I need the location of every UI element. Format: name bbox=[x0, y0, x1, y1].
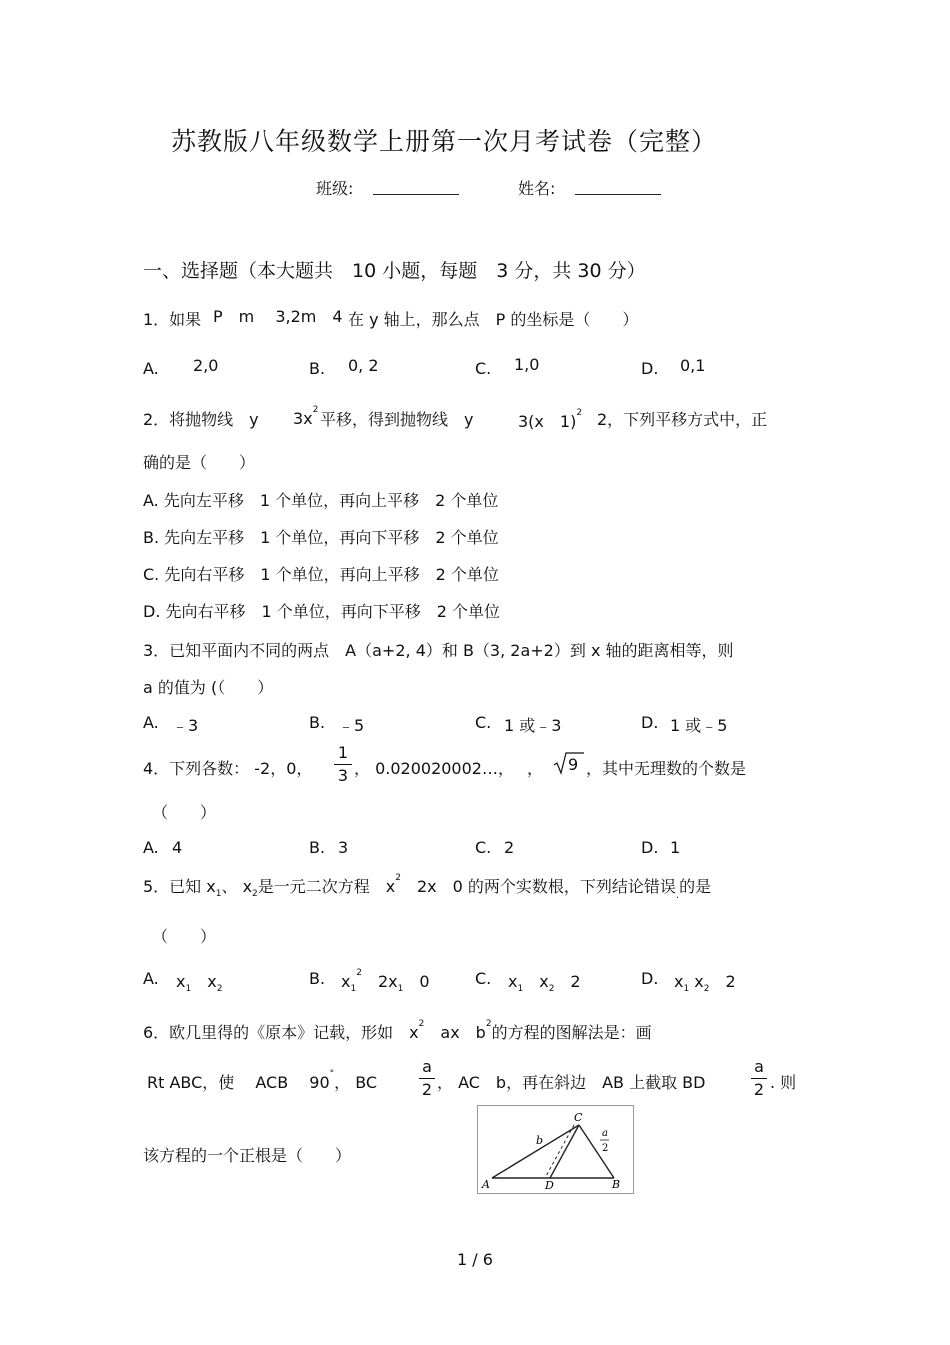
q6-l2-b: ， BC bbox=[334, 1073, 378, 1092]
q4-text-a: 4．下列各数： -2，0， bbox=[143, 759, 313, 778]
q2-expr-1 bbox=[293, 404, 319, 428]
q3-line-1: 3．已知平面内不同的两点 A（a+2, 4）和 B（3, 2a+2）到 x 轴的距离相等，则 bbox=[143, 641, 734, 660]
q5-a-x: x bbox=[176, 972, 186, 991]
q5-b-sub-2: 1 bbox=[397, 984, 404, 995]
q6-l2-a: Rt ABC，使 ACB 90 bbox=[147, 1073, 330, 1092]
q5-b-sup: 2 bbox=[356, 967, 362, 978]
q4-fraction-denominator: 3 bbox=[337, 766, 349, 785]
section-heading: 一、选择题（本大题共 10 小题，每题 3 分，共 30 分） bbox=[143, 260, 646, 282]
segment-dashed bbox=[545, 1125, 574, 1178]
q4-fraction-bar bbox=[334, 764, 352, 765]
q5-c-x: x bbox=[508, 972, 518, 991]
q4-option-c: 2 bbox=[504, 838, 515, 857]
q6-fraction-2-numerator: a bbox=[754, 1057, 764, 1076]
q3-line-2: a 的值为 (（ ） bbox=[143, 678, 274, 697]
q3-option-d-label[interactable]: D. bbox=[641, 713, 659, 732]
q5-c-sub-2: 2 bbox=[548, 984, 555, 995]
q4-text-c: ，其中无理数的个数是 bbox=[586, 759, 747, 778]
q1-option-c-label[interactable]: C. bbox=[475, 359, 492, 378]
q5-sub-1: 1 bbox=[215, 889, 222, 900]
q5-option-c-label[interactable]: C. bbox=[475, 969, 492, 988]
q5-emphasis-dot: . bbox=[675, 890, 680, 901]
q5-a-sub-2: 2 bbox=[216, 984, 223, 995]
q5-b-rest: 2x bbox=[361, 972, 398, 991]
q3-option-b-label[interactable]: B. bbox=[309, 713, 326, 732]
q6-text-c: 的方程的图解法是：画 bbox=[491, 1023, 652, 1042]
q3-option-b: ﹣5 bbox=[338, 716, 365, 735]
page-number: 1 / 6 bbox=[457, 1250, 493, 1269]
q5-text-d: 2x 0 的两个实数根，下列结论错误 bbox=[401, 877, 676, 896]
q6-fraction-1 bbox=[419, 1058, 435, 1099]
q5-sup: 2 bbox=[395, 872, 401, 883]
class-label: 班级: bbox=[316, 179, 354, 198]
q5-d-mid: x bbox=[689, 972, 704, 991]
q4-option-b: 3 bbox=[338, 838, 349, 857]
q4-option-a-label[interactable]: A. bbox=[143, 838, 159, 857]
q5-option-b bbox=[341, 969, 430, 994]
q5-b-end: 0 bbox=[403, 972, 430, 991]
q6-fraction-1-denominator: 2 bbox=[421, 1080, 433, 1099]
q6-degree: ° bbox=[329, 1068, 335, 1079]
q1-option-a-label[interactable]: A. bbox=[143, 359, 159, 378]
q4-line-2: （ ） bbox=[152, 803, 217, 822]
triangle-figure bbox=[477, 1105, 634, 1194]
q3-option-d: 1 或﹣5 bbox=[670, 716, 728, 735]
q6-fraction-2-bar bbox=[751, 1078, 767, 1079]
label-a: a bbox=[602, 1128, 608, 1139]
q5-option-b-label[interactable]: B. bbox=[309, 969, 326, 988]
q2-expr-1-base: 3x bbox=[293, 409, 313, 428]
q1-option-d-label[interactable]: D. bbox=[641, 359, 659, 378]
q5-option-a-label[interactable]: A. bbox=[143, 969, 159, 988]
q5-line-1 bbox=[143, 874, 711, 899]
q2-expr-2 bbox=[518, 409, 582, 432]
q5-line-2: （ ） bbox=[152, 927, 217, 946]
segment-cb bbox=[579, 1125, 614, 1178]
q6-fraction-2-denominator: 2 bbox=[753, 1080, 765, 1099]
q5-d-sub-2: 2 bbox=[703, 984, 710, 995]
q2-text-b: 平移，得到抛物线 y bbox=[320, 410, 474, 429]
q1-option-b: 0, 2 bbox=[348, 356, 379, 375]
q6-sup-1: 2 bbox=[418, 1018, 425, 1029]
q4-option-b-label[interactable]: B. bbox=[309, 838, 326, 857]
q5-b-sub: 1 bbox=[350, 984, 357, 995]
q4-option-c-label[interactable]: C. bbox=[475, 838, 492, 857]
segment-ac bbox=[492, 1125, 579, 1178]
q2-option-d[interactable]: D. 先向右平移 1 个单位，再向下平移 2 个单位 bbox=[143, 602, 501, 621]
page-title: 苏教版八年级数学上册第一次月考试卷（完整） bbox=[171, 127, 718, 156]
q6-line-1 bbox=[143, 1020, 652, 1043]
q4-option-d-label[interactable]: D. bbox=[641, 838, 659, 857]
q5-option-d bbox=[674, 969, 736, 994]
q3-option-c: 1 或﹣3 bbox=[504, 716, 562, 735]
q1-expression: P m 3,2m 4 bbox=[213, 307, 343, 326]
q3-option-a-label[interactable]: A. bbox=[143, 713, 159, 732]
q5-a-sub-1: 1 bbox=[185, 984, 192, 995]
label-point-d: D bbox=[545, 1179, 554, 1192]
q5-c-end: 2 bbox=[554, 972, 581, 991]
class-blank[interactable] bbox=[373, 194, 459, 195]
triangle-diagram bbox=[478, 1106, 633, 1193]
q5-d-x: x bbox=[674, 972, 684, 991]
q6-line-2-b: ， AC b，再在斜边 AB 上截取 BD bbox=[437, 1073, 706, 1092]
q4-option-a: 4 bbox=[172, 838, 183, 857]
q5-c-sub-1: 1 bbox=[517, 984, 524, 995]
q4-option-d: 1 bbox=[670, 838, 681, 857]
q5-d-sub-1: 1 bbox=[683, 984, 690, 995]
name-label: 姓名: bbox=[518, 179, 556, 198]
q4-sqrt-value: 9 bbox=[568, 755, 579, 774]
q6-sup-2: 2 bbox=[485, 1018, 492, 1029]
q1-option-d: 0,1 bbox=[680, 356, 706, 375]
q4-fraction-numerator: 1 bbox=[337, 743, 349, 762]
q1-text-b: 在 y 轴上，那么点 P 的坐标是（ ） bbox=[348, 310, 639, 329]
q5-option-a bbox=[176, 969, 222, 994]
q2-option-c[interactable]: C. 先向右平移 1 个单位，再向上平移 2 个单位 bbox=[143, 565, 499, 584]
q1-option-b-label[interactable]: B. bbox=[309, 359, 326, 378]
q5-text-e: 的是 bbox=[679, 877, 712, 896]
name-blank[interactable] bbox=[575, 194, 661, 195]
q6-fraction-1-bar bbox=[419, 1078, 435, 1079]
label-b: b bbox=[536, 1134, 544, 1147]
q5-b-x: x bbox=[341, 972, 351, 991]
q6-text-b: ax b bbox=[424, 1023, 486, 1042]
q5-text-b: 、 x bbox=[221, 877, 253, 896]
label-point-b: B bbox=[612, 1178, 621, 1191]
q1-text-a: 1．如果 bbox=[143, 310, 202, 329]
q5-d-end: 2 bbox=[709, 972, 736, 991]
q6-fraction-1-numerator: a bbox=[422, 1057, 432, 1076]
q5-sub-2: 2 bbox=[252, 889, 258, 900]
q4-fraction bbox=[334, 744, 352, 785]
q1-option-a: 2,0 bbox=[193, 356, 219, 375]
q4-text-b: ， 0.020020002…， ， bbox=[354, 759, 544, 778]
q2-text-a: 2．将抛物线 y bbox=[143, 410, 259, 429]
q1-option-c: 1,0 bbox=[514, 355, 540, 374]
q2-expr-1-exp: 2 bbox=[312, 404, 319, 415]
q5-option-d-label[interactable]: D. bbox=[641, 969, 659, 988]
label-point-a: A bbox=[482, 1178, 490, 1191]
q5-c-mid: x bbox=[523, 972, 549, 991]
label-c: C bbox=[574, 1111, 583, 1124]
q3-option-c-label[interactable]: C. bbox=[475, 713, 492, 732]
q3-option-a: ﹣3 bbox=[172, 716, 199, 735]
q5-option-c bbox=[508, 969, 581, 994]
q2-expr-2-exp: 2 bbox=[576, 407, 583, 418]
q2-option-b[interactable]: B. 先向左平移 1 个单位，再向下平移 2 个单位 bbox=[143, 528, 499, 547]
q6-text-a: 6．欧几里得的《原本》记载，形如 x bbox=[143, 1023, 419, 1042]
q5-text-a: 5．已知 x bbox=[143, 877, 216, 896]
q2-text-c: 2，下列平移方式中，正 bbox=[597, 410, 768, 429]
q6-line-2-end: . 则 bbox=[770, 1073, 797, 1092]
q5-a-mid: x bbox=[191, 972, 217, 991]
label-two: 2 bbox=[602, 1143, 609, 1154]
q2-expr-2-base: 3(x 1) bbox=[518, 412, 577, 431]
segment-cd bbox=[550, 1125, 579, 1178]
q6-line-2-a bbox=[147, 1070, 377, 1093]
q6-fraction-2 bbox=[751, 1058, 767, 1099]
q2-option-a[interactable]: A. 先向左平移 1 个单位，再向上平移 2 个单位 bbox=[143, 491, 499, 510]
q6-line-3: 该方程的一个正根是（ ） bbox=[143, 1146, 352, 1165]
q5-text-c: 是一元二次方程 x bbox=[257, 877, 396, 896]
q2-line-2: 确的是（ ） bbox=[143, 453, 256, 472]
